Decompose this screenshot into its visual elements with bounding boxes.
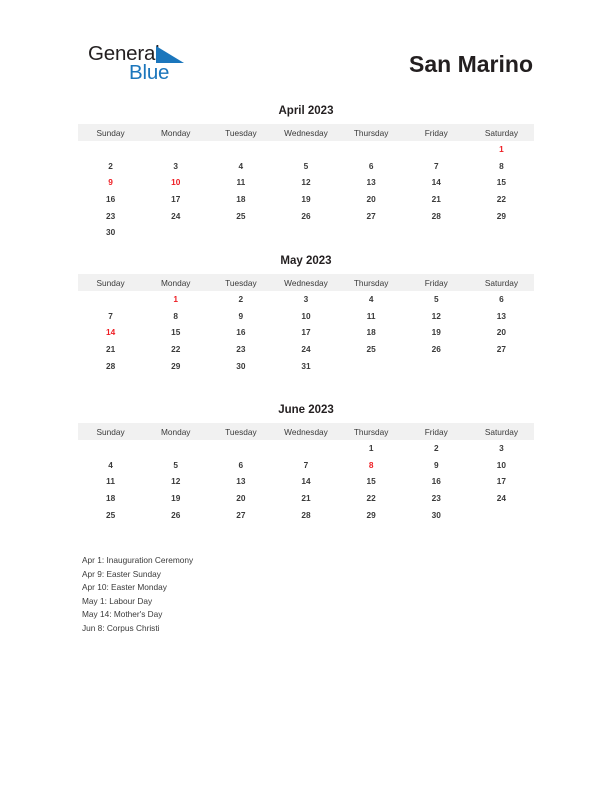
day-cell-holiday[interactable]: 10 <box>171 177 181 188</box>
day-cell[interactable]: 6 <box>499 294 504 305</box>
holiday-legend-item: May 1: Labour Day <box>82 595 153 606</box>
day-cell[interactable]: 16 <box>105 194 116 205</box>
weekday-header-sunday: Sunday <box>78 124 143 141</box>
day-cell[interactable]: 18 <box>105 493 116 504</box>
day-cell[interactable]: 6 <box>238 459 244 470</box>
day-cell[interactable]: 18 <box>236 194 246 205</box>
day-cell[interactable]: 17 <box>171 194 181 205</box>
weekday-header-row <box>78 124 534 141</box>
day-cell-empty <box>469 224 534 241</box>
holiday-legend-item: May 14: Mother's Day <box>82 609 163 620</box>
day-cell-empty <box>469 506 534 523</box>
day-cell[interactable]: 27 <box>366 210 376 221</box>
logo-text-blue: Blue <box>129 61 170 84</box>
holiday-legend <box>82 554 402 636</box>
day-cell[interactable]: 21 <box>105 344 116 355</box>
weekday-header-wednesday: Wednesday <box>273 423 338 440</box>
week-row <box>78 207 534 224</box>
logo-text-general: General <box>88 42 160 65</box>
day-cell[interactable]: 4 <box>108 459 113 470</box>
day-cell[interactable]: 11 <box>236 177 246 188</box>
page-header <box>0 0 612 96</box>
weekday-header-tuesday: Tuesday <box>208 274 273 291</box>
weekday-header-friday: Friday <box>404 423 469 440</box>
week-row <box>78 457 534 474</box>
day-cell[interactable]: 23 <box>105 210 116 221</box>
day-cell-empty <box>78 141 143 158</box>
day-cell-empty <box>404 141 469 158</box>
day-cell[interactable]: 22 <box>496 194 507 205</box>
weekday-header-thursday: Thursday <box>339 124 404 141</box>
page-title: San Marino <box>409 51 533 77</box>
day-cell[interactable]: 24 <box>496 493 507 504</box>
day-cell-empty <box>143 440 208 457</box>
day-cell-holiday[interactable]: 8 <box>368 459 374 470</box>
day-cell[interactable]: 22 <box>366 493 376 504</box>
day-cell[interactable]: 3 <box>303 294 309 305</box>
weekday-header-tuesday: Tuesday <box>208 423 273 440</box>
day-cell-empty <box>339 224 404 241</box>
weekday-header-wednesday: Wednesday <box>273 124 338 141</box>
week-row <box>78 490 534 507</box>
weekday-header-saturday: Saturday <box>469 423 534 440</box>
day-cell[interactable]: 28 <box>105 360 116 371</box>
day-cell[interactable]: 1 <box>368 443 374 454</box>
week-row <box>78 141 534 158</box>
day-cell[interactable]: 20 <box>236 493 246 504</box>
week-row <box>78 440 534 457</box>
weekday-header-friday: Friday <box>404 274 469 291</box>
weekday-header-sunday: Sunday <box>78 423 143 440</box>
day-cell[interactable]: 30 <box>105 227 116 238</box>
day-cell-holiday[interactable]: 1 <box>499 144 504 155</box>
day-cell[interactable]: 2 <box>238 294 244 305</box>
day-cell[interactable]: 27 <box>496 344 507 355</box>
day-cell-empty <box>404 224 469 241</box>
day-cell[interactable]: 28 <box>301 509 311 520</box>
month-grid <box>78 124 534 241</box>
weekday-header-saturday: Saturday <box>469 124 534 141</box>
day-cell[interactable]: 19 <box>431 327 441 338</box>
day-cell[interactable]: 29 <box>171 360 181 371</box>
weekday-header-monday: Monday <box>143 124 208 141</box>
holiday-legend-item: Apr 10: Easter Monday <box>82 582 167 593</box>
weekday-header-thursday: Thursday <box>339 423 404 440</box>
week-row <box>78 506 534 523</box>
day-cell[interactable]: 10 <box>496 459 507 470</box>
day-cell[interactable]: 10 <box>301 310 311 321</box>
day-cell[interactable]: 23 <box>236 344 246 355</box>
month-block-april <box>78 105 534 241</box>
week-row <box>78 324 534 341</box>
day-cell[interactable]: 24 <box>171 210 181 221</box>
day-cell[interactable]: 27 <box>236 509 246 520</box>
day-cell-empty <box>273 224 338 241</box>
month-title: June 2023 <box>278 404 334 416</box>
holiday-legend-item: Jun 8: Corpus Christi <box>82 622 160 633</box>
day-cell[interactable]: 12 <box>301 177 311 188</box>
day-cell[interactable]: 19 <box>301 194 311 205</box>
month-title: May 2023 <box>280 255 332 267</box>
week-row <box>78 224 534 241</box>
day-cell-empty <box>469 357 534 374</box>
day-cell[interactable]: 14 <box>431 177 441 188</box>
day-cell[interactable]: 15 <box>496 177 507 188</box>
weekday-header-row <box>78 274 534 291</box>
day-cell[interactable]: 15 <box>171 327 181 338</box>
day-cell-empty <box>273 141 338 158</box>
day-cell-empty <box>208 224 273 241</box>
day-cell[interactable]: 7 <box>303 459 309 470</box>
day-cell[interactable]: 15 <box>366 476 376 487</box>
day-cell[interactable]: 29 <box>366 509 376 520</box>
weekday-header-thursday: Thursday <box>339 274 404 291</box>
day-cell[interactable]: 8 <box>173 310 179 321</box>
weekday-header-monday: Monday <box>143 423 208 440</box>
week-row <box>78 291 534 308</box>
month-grid <box>78 423 534 523</box>
day-cell-empty <box>208 141 273 158</box>
day-cell[interactable]: 4 <box>368 294 374 305</box>
day-cell[interactable]: 19 <box>171 493 181 504</box>
day-cell-empty <box>78 291 143 308</box>
day-cell[interactable]: 31 <box>301 360 311 371</box>
day-cell-empty <box>273 440 338 457</box>
day-cell[interactable]: 17 <box>301 327 311 338</box>
day-cell-empty <box>143 141 208 158</box>
day-cell[interactable]: 25 <box>366 344 376 355</box>
day-cell-holiday[interactable]: 14 <box>105 327 116 338</box>
day-cell[interactable]: 12 <box>171 476 181 487</box>
day-cell-empty <box>208 440 273 457</box>
day-cell[interactable]: 21 <box>301 493 311 504</box>
day-cell[interactable]: 3 <box>499 443 504 454</box>
day-cell[interactable]: 12 <box>431 310 441 321</box>
week-row <box>78 191 534 208</box>
weekday-header-wednesday: Wednesday <box>273 274 338 291</box>
day-cell[interactable]: 9 <box>433 459 439 470</box>
day-cell[interactable]: 11 <box>106 476 115 487</box>
day-cell[interactable]: 11 <box>366 310 376 321</box>
day-cell[interactable]: 30 <box>431 509 441 520</box>
week-row <box>78 341 534 358</box>
day-cell[interactable]: 26 <box>431 344 441 355</box>
day-cell-empty <box>78 440 143 457</box>
holiday-legend-item: Apr 9: Easter Sunday <box>82 568 161 579</box>
holiday-legend-item: Apr 1: Inauguration Ceremony <box>82 555 194 565</box>
month-block-june <box>78 404 534 523</box>
day-cell[interactable]: 29 <box>496 210 507 221</box>
day-cell[interactable]: 17 <box>496 476 507 487</box>
day-cell[interactable]: 6 <box>368 160 374 171</box>
day-cell[interactable]: 20 <box>496 327 507 338</box>
day-cell[interactable]: 22 <box>171 344 181 355</box>
day-cell[interactable]: 14 <box>301 476 311 487</box>
day-cell[interactable]: 3 <box>173 160 179 171</box>
day-cell[interactable]: 2 <box>433 443 439 454</box>
day-cell[interactable]: 28 <box>431 210 441 221</box>
day-cell[interactable]: 4 <box>238 160 244 171</box>
day-cell[interactable]: 8 <box>499 160 504 171</box>
day-cell[interactable]: 5 <box>303 160 309 171</box>
day-cell[interactable]: 25 <box>105 509 116 520</box>
day-cell[interactable]: 26 <box>301 210 311 221</box>
day-cell-holiday[interactable]: 9 <box>108 177 113 188</box>
day-cell[interactable]: 23 <box>431 493 441 504</box>
week-row <box>78 158 534 175</box>
day-cell[interactable]: 30 <box>236 360 246 371</box>
day-cell[interactable]: 2 <box>108 160 113 171</box>
day-cell[interactable]: 25 <box>236 210 246 221</box>
general-blue-logo <box>88 44 288 90</box>
day-cell-empty <box>143 224 208 241</box>
day-cell[interactable]: 16 <box>236 327 246 338</box>
day-cell-empty <box>339 141 404 158</box>
day-cell[interactable]: 26 <box>171 509 181 520</box>
day-cell-empty <box>404 357 469 374</box>
week-row <box>78 473 534 490</box>
day-cell[interactable]: 7 <box>108 310 113 321</box>
day-cell[interactable]: 7 <box>433 160 439 171</box>
weekday-header-friday: Friday <box>404 124 469 141</box>
day-cell[interactable]: 9 <box>238 310 244 321</box>
day-cell[interactable]: 20 <box>366 194 376 205</box>
week-row <box>78 174 534 191</box>
weekday-header-monday: Monday <box>143 274 208 291</box>
month-title: April 2023 <box>278 105 334 117</box>
month-grid <box>78 274 534 374</box>
day-cell[interactable]: 24 <box>301 344 311 355</box>
weekday-header-tuesday: Tuesday <box>208 124 273 141</box>
week-row <box>78 357 534 374</box>
weekday-header-sunday: Sunday <box>78 274 143 291</box>
day-cell[interactable]: 5 <box>433 294 439 305</box>
day-cell-empty <box>339 357 404 374</box>
weekday-header-saturday: Saturday <box>469 274 534 291</box>
day-cell[interactable]: 21 <box>431 194 441 205</box>
day-cell[interactable]: 13 <box>236 476 246 487</box>
day-cell[interactable]: 5 <box>173 459 179 470</box>
day-cell[interactable]: 13 <box>366 177 376 188</box>
week-row <box>78 308 534 325</box>
day-cell[interactable]: 13 <box>496 310 507 321</box>
day-cell-holiday[interactable]: 1 <box>173 294 179 305</box>
day-cell[interactable]: 16 <box>431 476 441 487</box>
day-cell[interactable]: 18 <box>366 327 376 338</box>
weekday-header-row <box>78 423 534 440</box>
month-block-may <box>78 255 534 374</box>
